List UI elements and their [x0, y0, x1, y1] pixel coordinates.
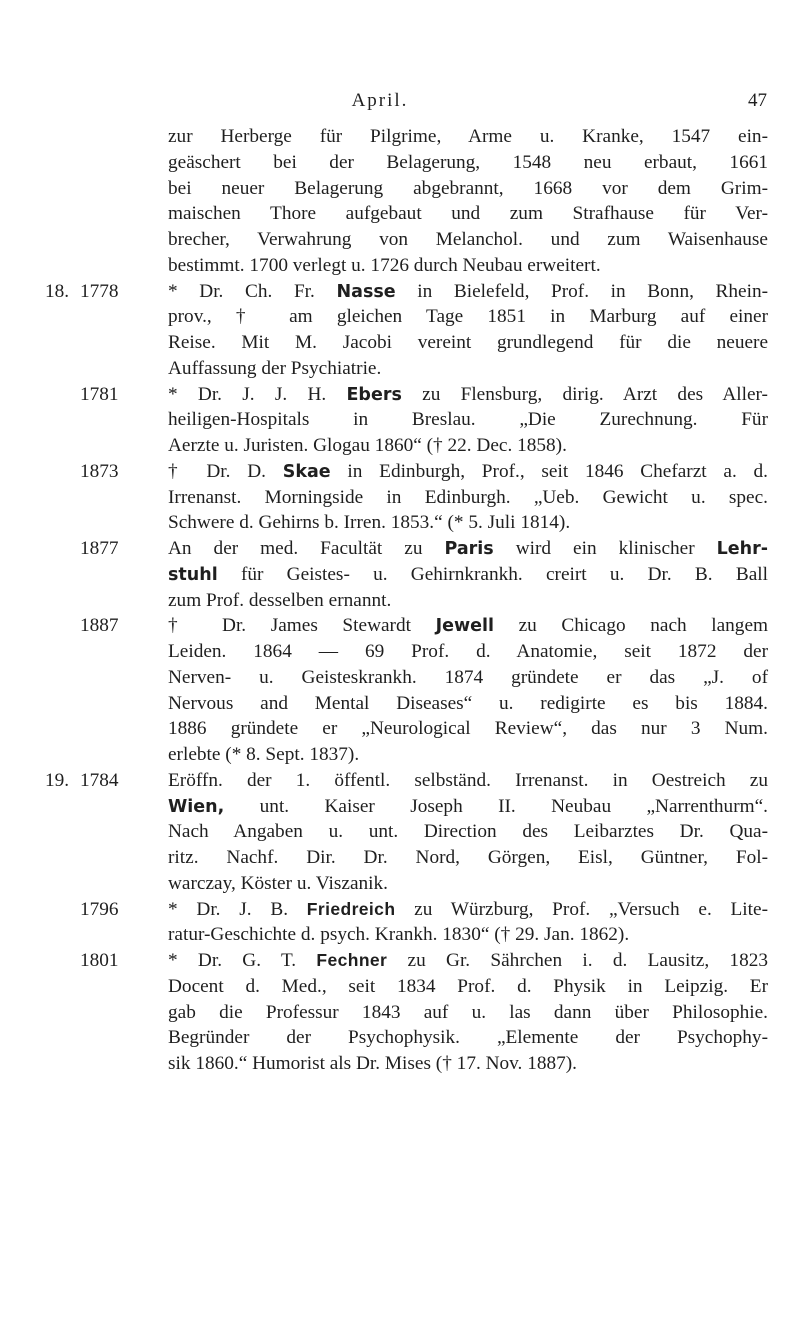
text-line — [168, 279, 768, 305]
text-run: Leiden. 1864 — 69 Prof. d. Anatomie, seit 1872 der — [168, 641, 768, 662]
emphasized-name: Skae — [282, 461, 331, 482]
emphasized-name: Wien, — [168, 796, 225, 817]
calendar-entry — [80, 382, 768, 459]
text-run: für Geistes- u. Gehirnkrankh. creirt u. Dr. B. Ball — [217, 563, 768, 585]
text-run: Nerven- u. Geisteskrankh. 1874 gründete er das „J. of — [168, 666, 768, 688]
entry-year: 1784 — [80, 769, 119, 791]
text-line — [168, 510, 768, 536]
text-line — [168, 922, 768, 948]
text-run: in Bielefeld, Prof. in Bonn, Rhein- — [395, 280, 769, 302]
text-line — [168, 304, 768, 330]
emphasized-name: Lehr- — [716, 539, 768, 559]
text-run: † Dr. James Stewardt — [168, 615, 436, 637]
text-run: gab die Professur 1843 auf u. las dann über Philosophie. — [168, 1001, 768, 1023]
text-line — [168, 485, 768, 511]
text-run: Auffassung der Psychiatrie. — [168, 357, 382, 379]
text-line — [168, 330, 768, 356]
text-run: wird ein klinischer — [493, 538, 717, 559]
entry-year: 1778 — [80, 280, 119, 302]
emphasized-name: Nasse — [336, 281, 396, 302]
text-run: ratur-Geschichte d. psych. Krankh. 1830“ († 29. Jan. 1862). — [168, 924, 630, 946]
text-run: Nervous and Mental Diseases“ u. redigirte es bis 1884. — [168, 692, 768, 714]
text-run: Aerzte u. Juristen. Glogau 1860“ († 22. Dec. 1858). — [168, 435, 567, 456]
text-line — [168, 382, 768, 408]
calendar-text — [45, 124, 769, 1077]
calendar-entry — [45, 768, 768, 897]
text-run: * Dr. J. J. H. — [168, 383, 347, 405]
text-line — [168, 1000, 768, 1026]
text-line — [168, 639, 768, 665]
text-run: 1886 gründete er „Neurological Review“, das nur 3 Num. — [168, 718, 768, 740]
text-run: unt. Kaiser Joseph II. Neubau „Narrenthurm“. — [224, 795, 768, 817]
text-line — [168, 716, 768, 742]
text-run: prov., † am gleichen Tage 1851 in Marburg auf einer — [168, 306, 768, 328]
text-run: zu Würzburg, Prof. „Versuch e. Lite- — [395, 898, 769, 920]
text-line: geäschert bei der Belagerung, 1548 neu erbaut, 1661 — [168, 151, 768, 173]
emphasized-name: Friedreich — [306, 898, 396, 919]
text-line: bestimmt. 1700 verlegt u. 1726 durch Neubau erweitert. — [168, 254, 601, 276]
text-run: * Dr. J. B. — [168, 898, 307, 920]
text-line: bei neuer Belagerung abgebrannt, 1668 vor dem Grim- — [168, 177, 768, 199]
text-run: zum Prof. desselben ernannt. — [168, 589, 392, 611]
text-line — [168, 819, 768, 845]
text-line — [168, 948, 768, 974]
text-run: ritz. Nachf. Dir. Dr. Nord, Görgen, Eisl, Güntner, Fol- — [168, 847, 768, 868]
text-line — [168, 433, 768, 459]
text-line — [168, 845, 768, 871]
text-line — [168, 768, 768, 794]
text-run: * Dr. G. T. — [168, 950, 317, 971]
emphasized-name: Fechner — [316, 950, 388, 970]
text-run: zu Gr. Sährchen i. d. Lausitz, 1823 — [387, 950, 768, 971]
text-line — [168, 562, 768, 588]
text-run: Eröffn. der 1. öffentl. selbständ. Irrenanst. in Oestreich zu — [168, 769, 768, 791]
emphasized-name: Jewell — [435, 616, 494, 637]
text-run: erlebte (* 8. Sept. 1837). — [168, 744, 360, 765]
text-run: Schwere d. Gehirns b. Irren. 1853.“ (* 5. Juli 1814). — [168, 512, 571, 534]
calendar-entry — [80, 613, 768, 768]
calendar-entry — [80, 897, 769, 949]
text-run: Reise. Mit M. Jacobi vereint grundlegend für die neuere — [168, 332, 768, 353]
text-line — [168, 1025, 768, 1051]
emphasized-name: Ebers — [346, 384, 402, 405]
calendar-entries — [45, 279, 769, 1077]
text-run: zu Flensburg, dirig. Arzt des Aller- — [401, 383, 768, 405]
text-run: in Edinburgh, Prof., seit 1846 Chefarzt a. d. — [330, 460, 768, 482]
emphasized-name: Paris — [444, 539, 494, 559]
text-run: zu Chicago nach langem — [494, 615, 768, 637]
calendar-entry — [80, 948, 768, 1077]
day-number: 18. — [45, 280, 70, 302]
text-run: warczay, Köster u. Viszanik. — [168, 872, 388, 894]
emphasized-name: stuhl — [168, 564, 218, 585]
page-number: 47 — [748, 90, 767, 111]
text-line: zur Herberge für Pilgrime, Arme u. Kranke, 1547 ein- — [168, 126, 768, 147]
text-run: Irrenanst. Morningside in Edinburgh. „Ueb. Gewicht u. spec. — [168, 486, 768, 508]
text-line — [168, 974, 768, 1000]
calendar-entry — [80, 459, 768, 536]
entry-year: 1801 — [80, 950, 119, 971]
entry-year: 1877 — [80, 538, 119, 559]
text-line — [168, 536, 768, 562]
text-line — [168, 794, 768, 820]
calendar-entry — [45, 279, 769, 382]
text-line — [168, 897, 768, 923]
text-line — [168, 691, 768, 717]
entry-year: 1781 — [80, 383, 119, 405]
text-line — [168, 588, 768, 614]
text-run: † Dr. D. — [168, 460, 283, 482]
text-line — [168, 459, 768, 485]
text-line: maischen Thore aufgebaut und zum Strafhause für Ver- — [168, 203, 768, 225]
text-line — [168, 871, 768, 897]
text-line — [168, 665, 768, 691]
text-line — [168, 407, 768, 433]
text-line — [168, 1051, 768, 1077]
text-line — [168, 742, 768, 768]
text-run: sik 1860.“ Humorist als Dr. Mises († 17. Nov. 1887). — [168, 1053, 577, 1074]
running-header: April. — [351, 90, 409, 111]
text-run: Docent d. Med., seit 1834 Prof. d. Physik in Leipzig. Er — [168, 975, 768, 997]
text-line: brecher, Verwahrung von Melanchol. und zum Waisenhause — [168, 229, 768, 250]
text-line — [168, 613, 768, 639]
entry-year: 1873 — [80, 460, 119, 482]
entry-year: 1796 — [80, 898, 119, 920]
entry-year: 1887 — [80, 615, 119, 637]
text-run: An der med. Facultät zu — [168, 538, 445, 559]
text-run: * Dr. Ch. Fr. — [168, 280, 337, 302]
text-run: heiligen-Hospitals in Breslau. „Die Zurechnung. Für — [168, 409, 768, 431]
text-line — [168, 356, 768, 382]
continuation-paragraph — [168, 124, 768, 279]
text-run: Nach Angaben u. unt. Direction des Leibarztes Dr. Qua- — [168, 821, 768, 843]
calendar-entry — [80, 536, 768, 613]
day-number: 19. — [45, 769, 70, 791]
text-run: Begründer der Psychophysik. „Elemente der Psychophy- — [168, 1027, 768, 1049]
